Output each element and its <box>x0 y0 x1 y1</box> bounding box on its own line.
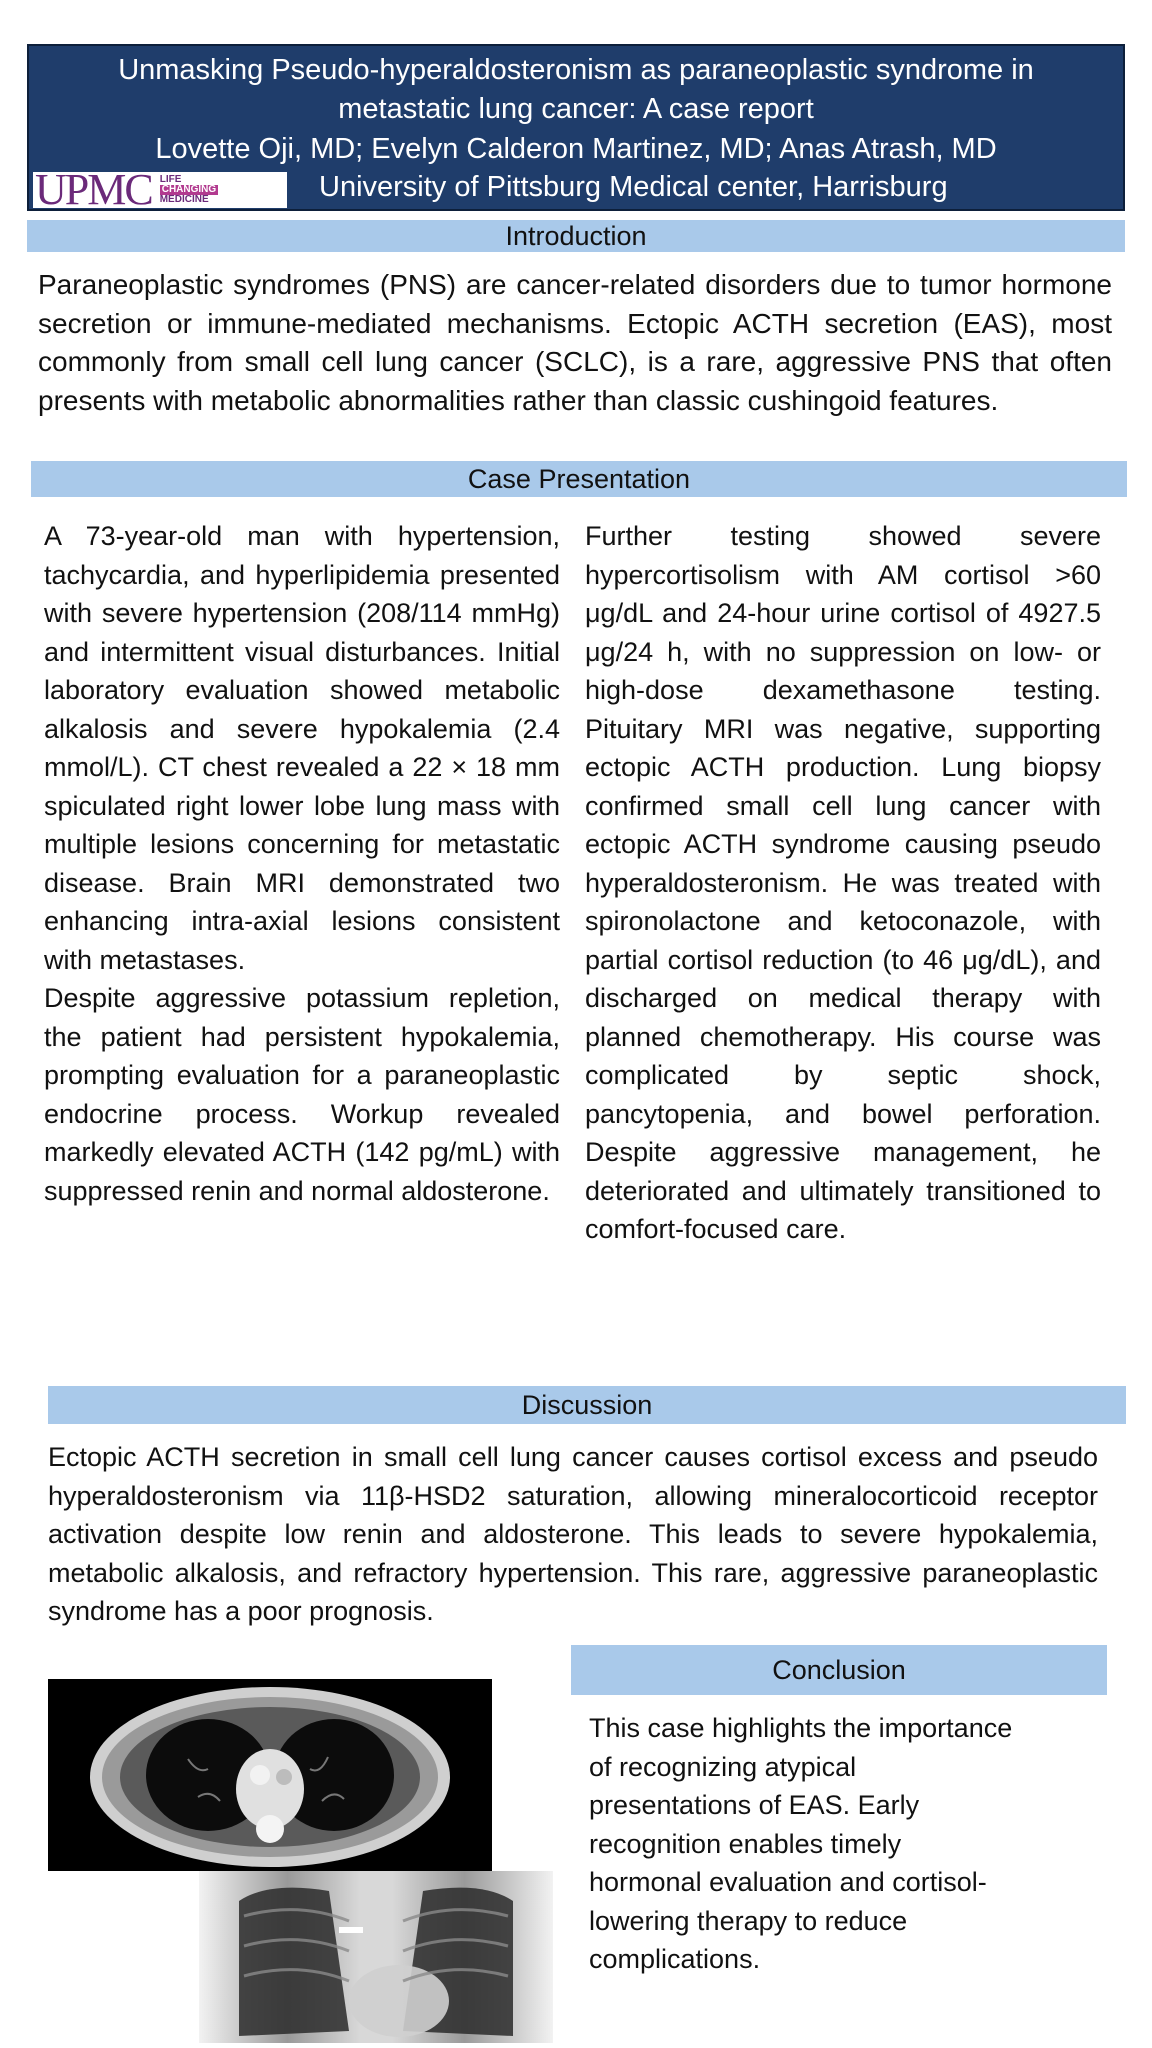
conclusion-line: presentations of EAS. Early <box>589 1790 920 1820</box>
upmc-logo-tagline <box>160 175 218 205</box>
case-presentation-heading: Case Presentation <box>31 461 1127 497</box>
poster-header <box>27 44 1125 214</box>
poster-title-line-2: metastatic lung cancer: A case report <box>338 93 814 125</box>
introduction-text: Paraneoplastic syndromes (PNS) are cancer-related disorders due to tumor hormone secretion or immune-mediated mechanisms. Ectopic ACTH secretion (EAS), most commonly from small cell lung cancer (SCLC), is a rare, aggressive PNS that often presents with metabolic abnormalities rather than classic cushingoid features. <box>38 269 1112 416</box>
poster-affiliation: University of Pittsburg Medical center, Harrisburg <box>319 171 948 203</box>
introduction-heading: Introduction <box>27 220 1125 252</box>
case-column-left <box>44 517 560 1210</box>
case-column-right <box>585 517 1101 1249</box>
case-paragraph-1: A 73-year-old man with hypertension, tachycardia, and hyperlipidemia presented with severe hypertension (208/114 mmHg) and intermittent visual disturbances. Initial laboratory evaluation showed metabolic alkalosis and severe hypokalemia (2.4 mmol/L). CT chest revealed a 22 × 18 mm spiculated right lower lobe lung mass with multiple lesions concerning for metastatic disease. Brain MRI demonstrated two enhancing intra-axial lesions consistent with metastases. <box>44 521 560 975</box>
poster-authors: Lovette Oji, MD; Evelyn Calderon Martinez, MD; Anas Atrash, MD <box>155 133 997 165</box>
conclusion-line: lowering therapy to reduce <box>589 1905 908 1936</box>
conclusion-heading: Conclusion <box>571 1645 1107 1695</box>
upmc-logo <box>33 165 287 214</box>
discussion-text: Ectopic ACTH secretion in small cell lung cancer causes cortisol excess and pseudo hyperaldosteronism via 11β-HSD2 saturation, allowing mineralocorticoid receptor activation despite low renin and aldosterone. This leads to severe hypokalemia, metabolic alkalosis, and refractory hypertension. This rare, aggressive paraneoplastic syndrome has a poor prognosis. <box>48 1442 1098 1626</box>
logo-tag-line-1: LIFE <box>159 174 182 185</box>
conclusion-line: hormonal evaluation and cortisol- <box>589 1867 987 1897</box>
chest-xray-image <box>199 1871 553 2043</box>
conclusion-line: recognition enables timely <box>589 1828 902 1859</box>
case-paragraph-2: Despite aggressive potassium repletion, the patient had persistent hypokalemia, prompting evaluation for a paraneoplastic endocrine process. Workup revealed markedly elevated ACTH (142 pg/mL) with suppressed renin and normal aldosterone. <box>44 983 560 1206</box>
conclusion-text <box>589 1709 1109 1979</box>
discussion-heading: Discussion <box>48 1386 1126 1424</box>
logo-tag-line-2: CHANGING <box>161 184 217 195</box>
ct-chest-scan-image <box>48 1679 492 1871</box>
conclusion-line: This case highlights the importance <box>589 1713 1013 1743</box>
conclusion-line: of recognizing atypical <box>589 1751 857 1782</box>
case-paragraph-3: Further testing showed severe hypercortisolism with AM cortisol >60 μg/dL and 24-hour urine cortisol of 4927.5 μg/24 h, with no suppression on low- or high-dose dexamethasone testing. Pituitary MRI was negative, supporting ectopic ACTH production. Lung biopsy confirmed small cell lung cancer with ectopic ACTH syndrome causing pseudo hyperaldosteronism. He was treated with spironolactone and ketoconazole, with partial cortisol reduction (to 46 μg/dL), and discharged on medical therapy with planned chemotherapy. His course was complicated by septic shock, pancytopenia, and bowel perforation. Despite aggressive management, he deteriorated and ultimately transitioned to comfort-focused care. <box>585 521 1101 1244</box>
conclusion-line: complications. <box>589 1944 761 1974</box>
upmc-logo-mark: UPMC <box>35 165 152 214</box>
logo-tag-line-3: MEDICINE <box>159 194 209 205</box>
poster-title-line-1: Unmasking Pseudo-hyperaldosteronism as paraneoplastic syndrome in <box>118 54 1034 86</box>
